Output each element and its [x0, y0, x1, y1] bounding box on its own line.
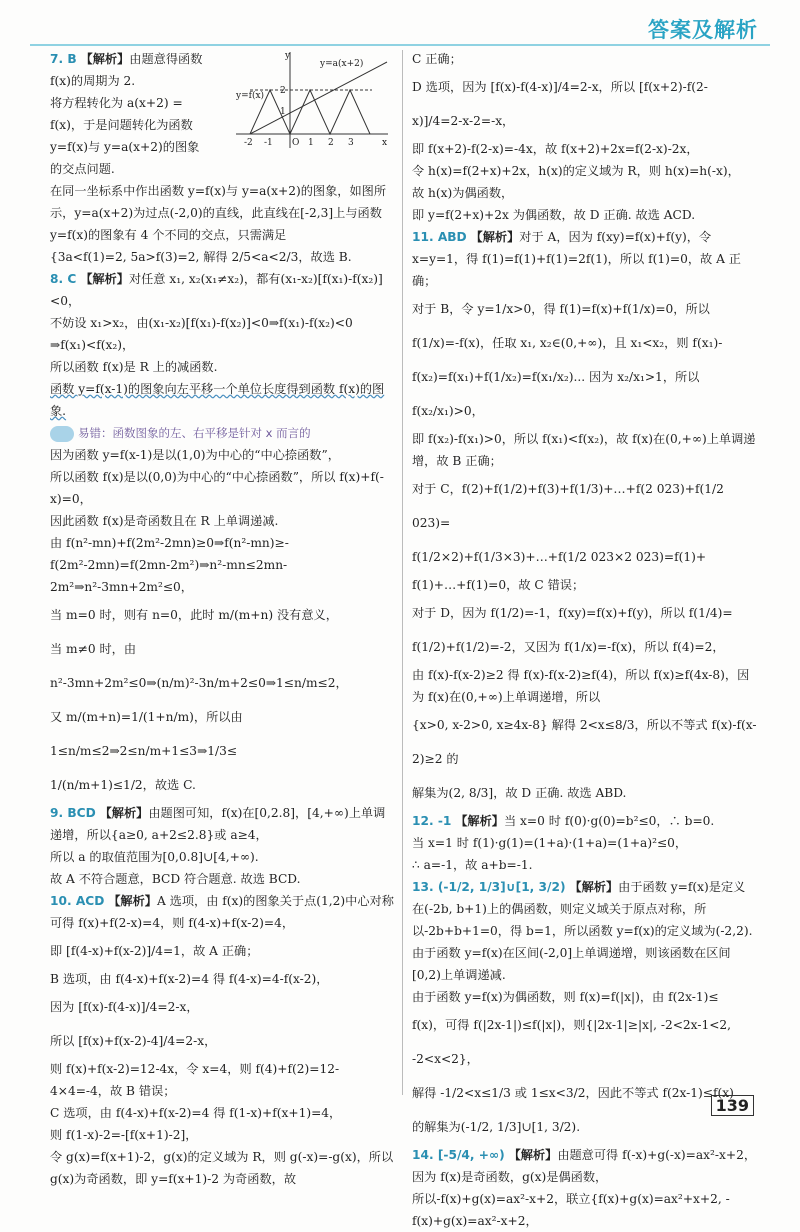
- solution-line: [412, 1008, 757, 1076]
- line-text: 当 x=0 时 f(0)·g(0)=b²≤0，∴ b=0.: [504, 814, 715, 828]
- solution-line: [50, 246, 394, 268]
- solution-line: [50, 92, 238, 114]
- solution-line: [412, 182, 757, 204]
- line-text: 令 g(x)=f(x+1)-2，g(x)的定义域为 R，则 g(-x)=-g(x)，所以 g(x)为奇函数，即 y=f(x+1)-2 为奇函数，故: [50, 1150, 394, 1186]
- analysis-tag: 【解析】: [455, 814, 504, 828]
- question-start: [50, 802, 394, 846]
- line-text: f(x)，于是问题转化为函数: [50, 118, 193, 132]
- solution-line: [50, 632, 394, 700]
- analysis-tag: 【解析】: [569, 880, 619, 894]
- line-text: 由于函数 y=f(x)在区间(-2,0]上单调递增，则该函数在区间[0,2)上单调递减.: [412, 946, 731, 982]
- line-text: 在同一坐标系中作出函数 y=f(x)与 y=a(x+2)的图象，如图所示，y=a(x+2)为过点(-2,0)的直线，此直线在[-2,3]上与函数 y=f(x)的图象有 4 个不同的交点，只需满足: [50, 184, 387, 242]
- question-number: 10. ACD: [50, 894, 105, 908]
- solution-line: [50, 1146, 394, 1190]
- solution-line: [412, 70, 757, 138]
- line-text: f(1/x)=-f(x)，任取 x₁, x₂∈(0,+∞)，且 x₁<x₂，则 f(x₁)-: [412, 336, 723, 350]
- tick-x-1: 1: [308, 138, 314, 148]
- question-number: 13. (-1/2, 1/3]∪[1, 3/2): [412, 880, 566, 894]
- solution-line: [412, 540, 757, 574]
- line-text: 即 y=f(2+x)+2x 为偶函数，故 D 正确. 故选 ACD.: [412, 208, 696, 222]
- solution-line: [50, 312, 394, 334]
- line-text: 因为函数 y=f(x-1)是以(1,0)为中心的“中心捺函数”，: [50, 448, 340, 462]
- line-text: 对于 C，f(2)+f(1/2)+f(3)+f(1/3)+…+f(2 023)+f(1/2 023)=: [412, 482, 724, 530]
- solution-line: [412, 1110, 757, 1144]
- solution-line: [50, 70, 238, 92]
- solution-line: [412, 138, 757, 160]
- page-number: 139: [711, 1095, 754, 1116]
- x-axis-label: x: [382, 138, 388, 148]
- question-number: 8. C: [50, 272, 77, 286]
- line-text: 对于 B，令 y=1/x>0，得 f(1)=f(x)+f(1/x)=0，所以: [412, 302, 710, 316]
- solution-line: [412, 574, 757, 596]
- solution-line: [412, 854, 757, 876]
- tick-y-2: 2: [280, 86, 286, 96]
- solution-line: [412, 630, 757, 664]
- solution-line: [50, 990, 394, 1024]
- solution-line: [50, 868, 394, 890]
- right-column: [412, 48, 757, 1232]
- line-text: 因此函数 f(x)是奇函数且在 R 上单调递减.: [50, 514, 279, 528]
- line-text: 所以函数 f(x)是以(0,0)为中心的“中心捺函数”，所以 f(x)+f(-x)=0，: [50, 470, 384, 506]
- line-text: 所以 [f(x)+f(x-2)-4]/4=2-x，: [50, 1034, 217, 1048]
- line-text: 所以函数 f(x)是 R 上的减函数.: [50, 360, 218, 374]
- solution-line: [412, 596, 757, 630]
- line-text: 函数 y=f(x-1)的图象向左平移一个单位长度得到函数 f(x)的图象.: [50, 382, 385, 418]
- line-text: 对任意 x₁, x₂(x₁≠x₂)，都有(x₁-x₂)[f(x₁)-f(x₂)]<0，: [50, 272, 383, 308]
- line-text: f(x₂)=f(x₁)+f(1/x₂)=f(x₁/x₂)... 因为 x₂/x₁>1，所以 f(x₂/x₁)>0，: [412, 370, 700, 418]
- line-text: 由题图可知，f(x)在[0,2.8]，[4,+∞)上单调递增，所以{a≥0, a+2≤2.8}或 a≥4，: [50, 806, 386, 842]
- line-text: 所以-f(x)+g(x)=ax²-x+2，联立{f(x)+g(x)=ax²+x+2, -f(x)+g(x)=ax²-x+2，: [412, 1192, 730, 1228]
- line-text: 将方程转化为 a(x+2) =: [50, 96, 183, 110]
- solution-line: [50, 466, 394, 510]
- line-text: A 选项，由 f(x)的图象关于点(1,2)中心对称可得 f(x)+f(2-x)=4，则 f(4-x)+f(x-2)=4，: [50, 894, 394, 930]
- line-text: 的解集为(-1/2, 1/3]∪[1, 3/2).: [412, 1120, 581, 1134]
- solution-line: [412, 942, 757, 986]
- line-text: f(1)+…+f(1)=0，故 C 错误；: [412, 578, 585, 592]
- solution-line: [50, 1102, 394, 1124]
- curve-label-f: y=f(x): [236, 91, 265, 101]
- line-text: 故 h(x)为偶函数，: [412, 186, 514, 200]
- solution-line: [412, 204, 757, 226]
- left-column: [50, 48, 394, 1190]
- line-text: 当 m≠0 时，由 n²-3mn+2m²≤0⇒(n/m)²-3n/m+2≤0⇒1≤n/m≤2，: [50, 642, 348, 690]
- solution-line: [50, 598, 394, 632]
- solution-line: [412, 472, 757, 540]
- tip-text: 易错：函数图象的左、右平移是针对 x 而言的: [78, 426, 311, 440]
- line-text: 解集为(2, 8/3]，故 D 正确. 故选 ABD.: [412, 786, 627, 800]
- line-text: 1/(n/m+1)≤1/2，故选 C.: [50, 778, 196, 792]
- line-text: 由题意得函数: [129, 52, 203, 66]
- question-start: [50, 268, 394, 312]
- line-text: 不妨设 x₁>x₂，由(x₁-x₂)[f(x₁)-f(x₂)]<0⇒f(x₁)-f(x₂)<0: [50, 316, 353, 330]
- line-text: 当 x=1 时 f(1)·g(1)=(1+a)·(1+a)=(1+a)²≤0，: [412, 836, 688, 850]
- line-text: 由于函数 y=f(x)为偶函数，则 f(x)=f(|x|)，由 f(2x-1)≤: [412, 990, 719, 1004]
- question-number: 14. [-5/4, +∞): [412, 1148, 505, 1162]
- line-text: C 正确；: [412, 52, 462, 66]
- line-text: 由题意可得 f(-x)+g(-x)=ax²-x+2，: [557, 1148, 757, 1162]
- line-text: 的交点问题.: [50, 162, 115, 176]
- line-text: 由于函数 y=f(x)是定义在(-2b, b+1)上的偶函数，则定义域关于原点对称，所以-2b+b+1=0，得 b=1，所以函数 y=f(x)的定义域为(-2,2).: [412, 880, 753, 938]
- analysis-tag: 【解析】: [108, 894, 157, 908]
- solution-line: [412, 1166, 757, 1188]
- solution-line: [412, 428, 757, 472]
- line-text: 则 f(1-x)-2=-[f(x+1)-2]，: [50, 1128, 198, 1142]
- line-text: 则 f(x)+f(x-2)=12-4x，令 x=4，则 f(4)+f(2)=12-4×4=-4，故 B 错误；: [50, 1062, 340, 1098]
- solution-line: [50, 846, 394, 868]
- line-text: C 选项，由 f(4-x)+f(x-2)=4 得 f(1-x)+f(x+1)=4，: [50, 1106, 342, 1120]
- question-number: 9. BCD: [50, 806, 96, 820]
- question-start: [412, 1144, 757, 1166]
- analysis-tag: 【解析】: [508, 1148, 558, 1162]
- solution-line: [50, 356, 394, 378]
- line-text: 解得 -1/2<x≤1/3 或 1≤x<3/2，因此不等式 f(2x-1)≤f(x): [412, 1086, 734, 1100]
- line-text: {3a<f(1)=2, 5a>f(3)=2, 解得 2/5<a<2/3，故选 B.: [50, 250, 352, 264]
- solution-line: [412, 986, 757, 1008]
- solution-line: [50, 700, 394, 768]
- tick-x-neg1: -1: [264, 138, 273, 148]
- question-start: [50, 890, 394, 934]
- question-start: [412, 810, 757, 832]
- curve-label-a: y=a(x+2): [320, 59, 364, 69]
- question-number: 12. -1: [412, 814, 452, 828]
- line-text: 即 f(x₂)-f(x₁)>0，所以 f(x₁)<f(x₂)，故 f(x)在(0,+∞)上单调递增，故 B 正确；: [412, 432, 756, 468]
- solution-line: [412, 1076, 757, 1110]
- solution-line: [50, 1058, 394, 1102]
- solution-line: [50, 510, 394, 532]
- tick-y-1: 1: [280, 107, 286, 117]
- solution-line: [412, 360, 757, 428]
- tick-x-2: 2: [328, 138, 334, 148]
- solution-line: [412, 664, 757, 708]
- line-text: f(1/2)+f(1/2)=-2，又因为 f(1/x)=-f(x)，所以 f(4)=2，: [412, 640, 725, 654]
- solution-line: [412, 292, 757, 326]
- line-text: 由 f(x)-f(x-2)≥2 得 f(x)-f(x-2)≥f(4)，所以 f(x)≥f(4x-8)，因为 f(x)在(0,+∞)上单调递增，所以: [412, 668, 750, 704]
- analysis-tag: 【解析】: [80, 52, 130, 66]
- solution-line: [50, 968, 394, 990]
- line-text: f(x)的周期为 2.: [50, 74, 136, 88]
- line-text: B 选项，由 f(4-x)+f(x-2)=4 得 f(4-x)=4-f(x-2)，: [50, 972, 329, 986]
- line-text: ∴ a=-1，故 a+b=-1.: [412, 858, 533, 872]
- solution-line: [412, 708, 757, 776]
- question-number: 7. B: [50, 52, 77, 66]
- tip-icon: [50, 426, 74, 442]
- line-text: 故 A 不符合题意，BCD 符合题意. 故选 BCD.: [50, 872, 301, 886]
- analysis-tag: 【解析】: [99, 806, 149, 820]
- solution-line: [412, 832, 757, 854]
- line-text: 令 h(x)=f(2+x)+2x，h(x)的定义域为 R，则 h(x)=h(-x)，: [412, 164, 740, 178]
- line-text: 因为 [f(x)-f(4-x)]/4=2-x，: [50, 1000, 199, 1014]
- line-text: ⇒f(x₁)<f(x₂)，: [50, 338, 135, 352]
- solution-line: [50, 334, 394, 356]
- solution-line: [50, 180, 394, 246]
- question-start: [50, 48, 238, 70]
- solution-line: [50, 444, 394, 466]
- solution-line: [412, 1188, 757, 1232]
- origin-label: O: [292, 138, 300, 148]
- line-text: {x>0, x-2>0, x≥4x-8} 解得 2<x≤8/3，所以不等式 f(x)-f(x-2)≥2 的: [412, 718, 757, 766]
- analysis-tag: 【解析】: [80, 272, 129, 286]
- question-start: [412, 876, 757, 942]
- line-text: D 选项，因为 [f(x)-f(4-x)]/4=2-x，所以 [f(x+2)-f(2-x)]/4=2-x-2=-x，: [412, 80, 708, 128]
- solution-line: [50, 136, 238, 158]
- analysis-tag: 【解析】: [470, 230, 520, 244]
- line-text: 所以 a 的取值范围为[0,0.8]∪[4,+∞).: [50, 850, 259, 864]
- solution-line: [50, 768, 394, 802]
- section-title: 答案及解析: [648, 18, 758, 42]
- solution-line: [412, 160, 757, 182]
- tip-note: [50, 422, 394, 444]
- column-divider: [402, 50, 403, 1095]
- solution-line: [50, 934, 394, 968]
- solution-line: [412, 48, 757, 70]
- question-start: [412, 226, 757, 292]
- line-text: 即 f(x+2)-f(2-x)=-4x，故 f(x+2)+2x=f(2-x)-2x，: [412, 142, 699, 156]
- solution-line: [50, 532, 394, 598]
- line-text: 对于 A，因为 f(xy)=f(x)+f(y)，令 x=y=1，得 f(1)=f(1)+f(1)=2f(1)，所以 f(1)=0，故 A 正确；: [412, 230, 741, 288]
- line-text: 由 f(n²-mn)+f(2m²-2mn)≥0⇒f(n²-mn)≥-f(2m²-2mn)=f(2mn-2m²)⇒n²-mn≤2mn-2m²⇒n²-3mn+2m²≤0，: [50, 536, 289, 594]
- line-text: 又 m/(m+n)=1/(1+n/m)，所以由 1≤n/m≤2⇒2≤n/m+1≤3⇒1/3≤: [50, 710, 243, 758]
- line-text: 当 m=0 时，则有 n=0，此时 m/(m+n) 没有意义，: [50, 608, 338, 622]
- solution-line: [412, 776, 757, 810]
- solution-line: [50, 114, 238, 136]
- solution-line: [50, 158, 238, 180]
- line-text: f(x)，可得 f(|2x-1|)≤f(|x|)，则{|2x-1|≥|x|, -2<2x-1<2, -2<x<2}，: [412, 1018, 732, 1066]
- header-rule: [30, 44, 770, 46]
- line-text: 对于 D，因为 f(1/2)=-1，f(xy)=f(x)+f(y)，所以 f(1/4)=: [412, 606, 733, 620]
- line-text: f(1/2×2)+f(1/3×3)+…+f(1/2 023×2 023)=f(1)+: [412, 550, 707, 564]
- tick-x-neg2: -2: [244, 138, 253, 148]
- line-text: 因为 f(x)是奇函数，g(x)是偶函数，: [412, 1170, 608, 1184]
- tick-x-3: 3: [348, 138, 354, 148]
- solution-line: [50, 1124, 394, 1146]
- solution-line: [50, 1024, 394, 1058]
- solution-line: [50, 378, 394, 422]
- question-number: 11. ABD: [412, 230, 467, 244]
- y-axis-label: y: [285, 51, 291, 61]
- line-text: y=f(x)与 y=a(x+2)的图象: [50, 140, 200, 154]
- line-text: 即 [f(4-x)+f(x-2)]/4=1，故 A 正确；: [50, 944, 259, 958]
- solution-line: [412, 326, 757, 360]
